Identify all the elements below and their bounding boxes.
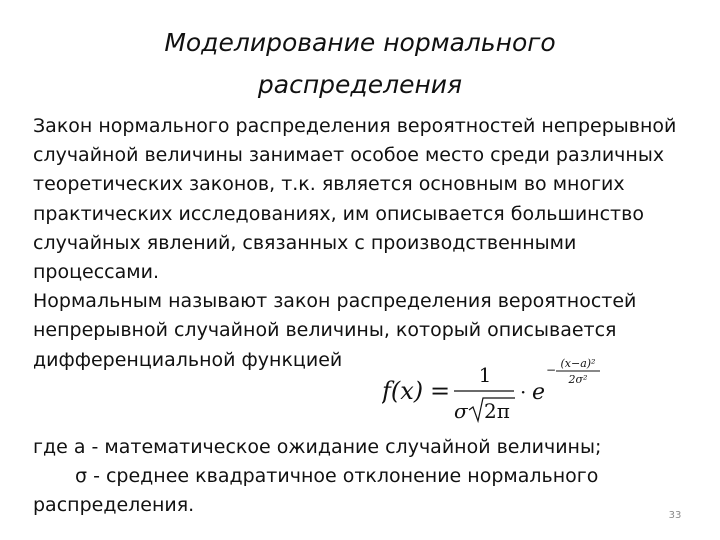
body-text — [33, 112, 703, 375]
formula-exp-numerator: (x−a)² — [560, 357, 596, 370]
paragraph1-line-3: теоретических законов, т.к. является основным во многих — [33, 173, 625, 196]
paragraph2-line-2: непрерывной случайной величины, который описывается — [33, 319, 617, 342]
paragraph1-line-5: случайных явлений, связанных с производственными — [33, 231, 577, 254]
definition-sigma-line — [33, 462, 673, 491]
definition-sigma-continuation: распределения. — [33, 494, 195, 517]
formula-base-e: e — [532, 380, 546, 405]
paragraph1-line-1: Закон нормального распределения вероятностей непрерывной — [33, 115, 677, 137]
slide-title — [60, 22, 660, 106]
formula-sigma: σ — [454, 399, 468, 423]
paragraph2-line-3: дифференциальной функцией — [33, 348, 343, 371]
formula-root-argument: 2π — [484, 399, 510, 423]
paragraph1-line-4: практических исследованиях, им описывается большинство — [33, 202, 644, 225]
formula-equals: = — [430, 377, 451, 405]
formula-exp-sign: − — [546, 363, 557, 377]
paragraph1-line-6: процессами. — [33, 261, 159, 284]
title-line-2: распределения — [257, 70, 463, 99]
paragraph2-line-1: Нормальным называют закон распределения вероятностей — [33, 290, 637, 313]
paragraph1-line-2: случайной величины занимает особое место среди различных — [33, 144, 665, 167]
definition-sigma: σ - среднее квадратичное отклонение нормального — [75, 465, 599, 488]
formula-lhs: f(x) — [382, 377, 424, 405]
title-line-1: Моделирование нормального — [164, 28, 556, 57]
definition-mean: где а - математическое ожидание случайной величины; — [33, 436, 602, 458]
page-number: 33 — [668, 510, 682, 521]
formula-numerator: 1 — [478, 363, 492, 387]
definitions-block — [33, 433, 673, 521]
normal-density-formula — [382, 352, 612, 427]
formula-dot: · — [520, 380, 527, 404]
formula-exp-denominator: 2σ² — [568, 373, 588, 386]
